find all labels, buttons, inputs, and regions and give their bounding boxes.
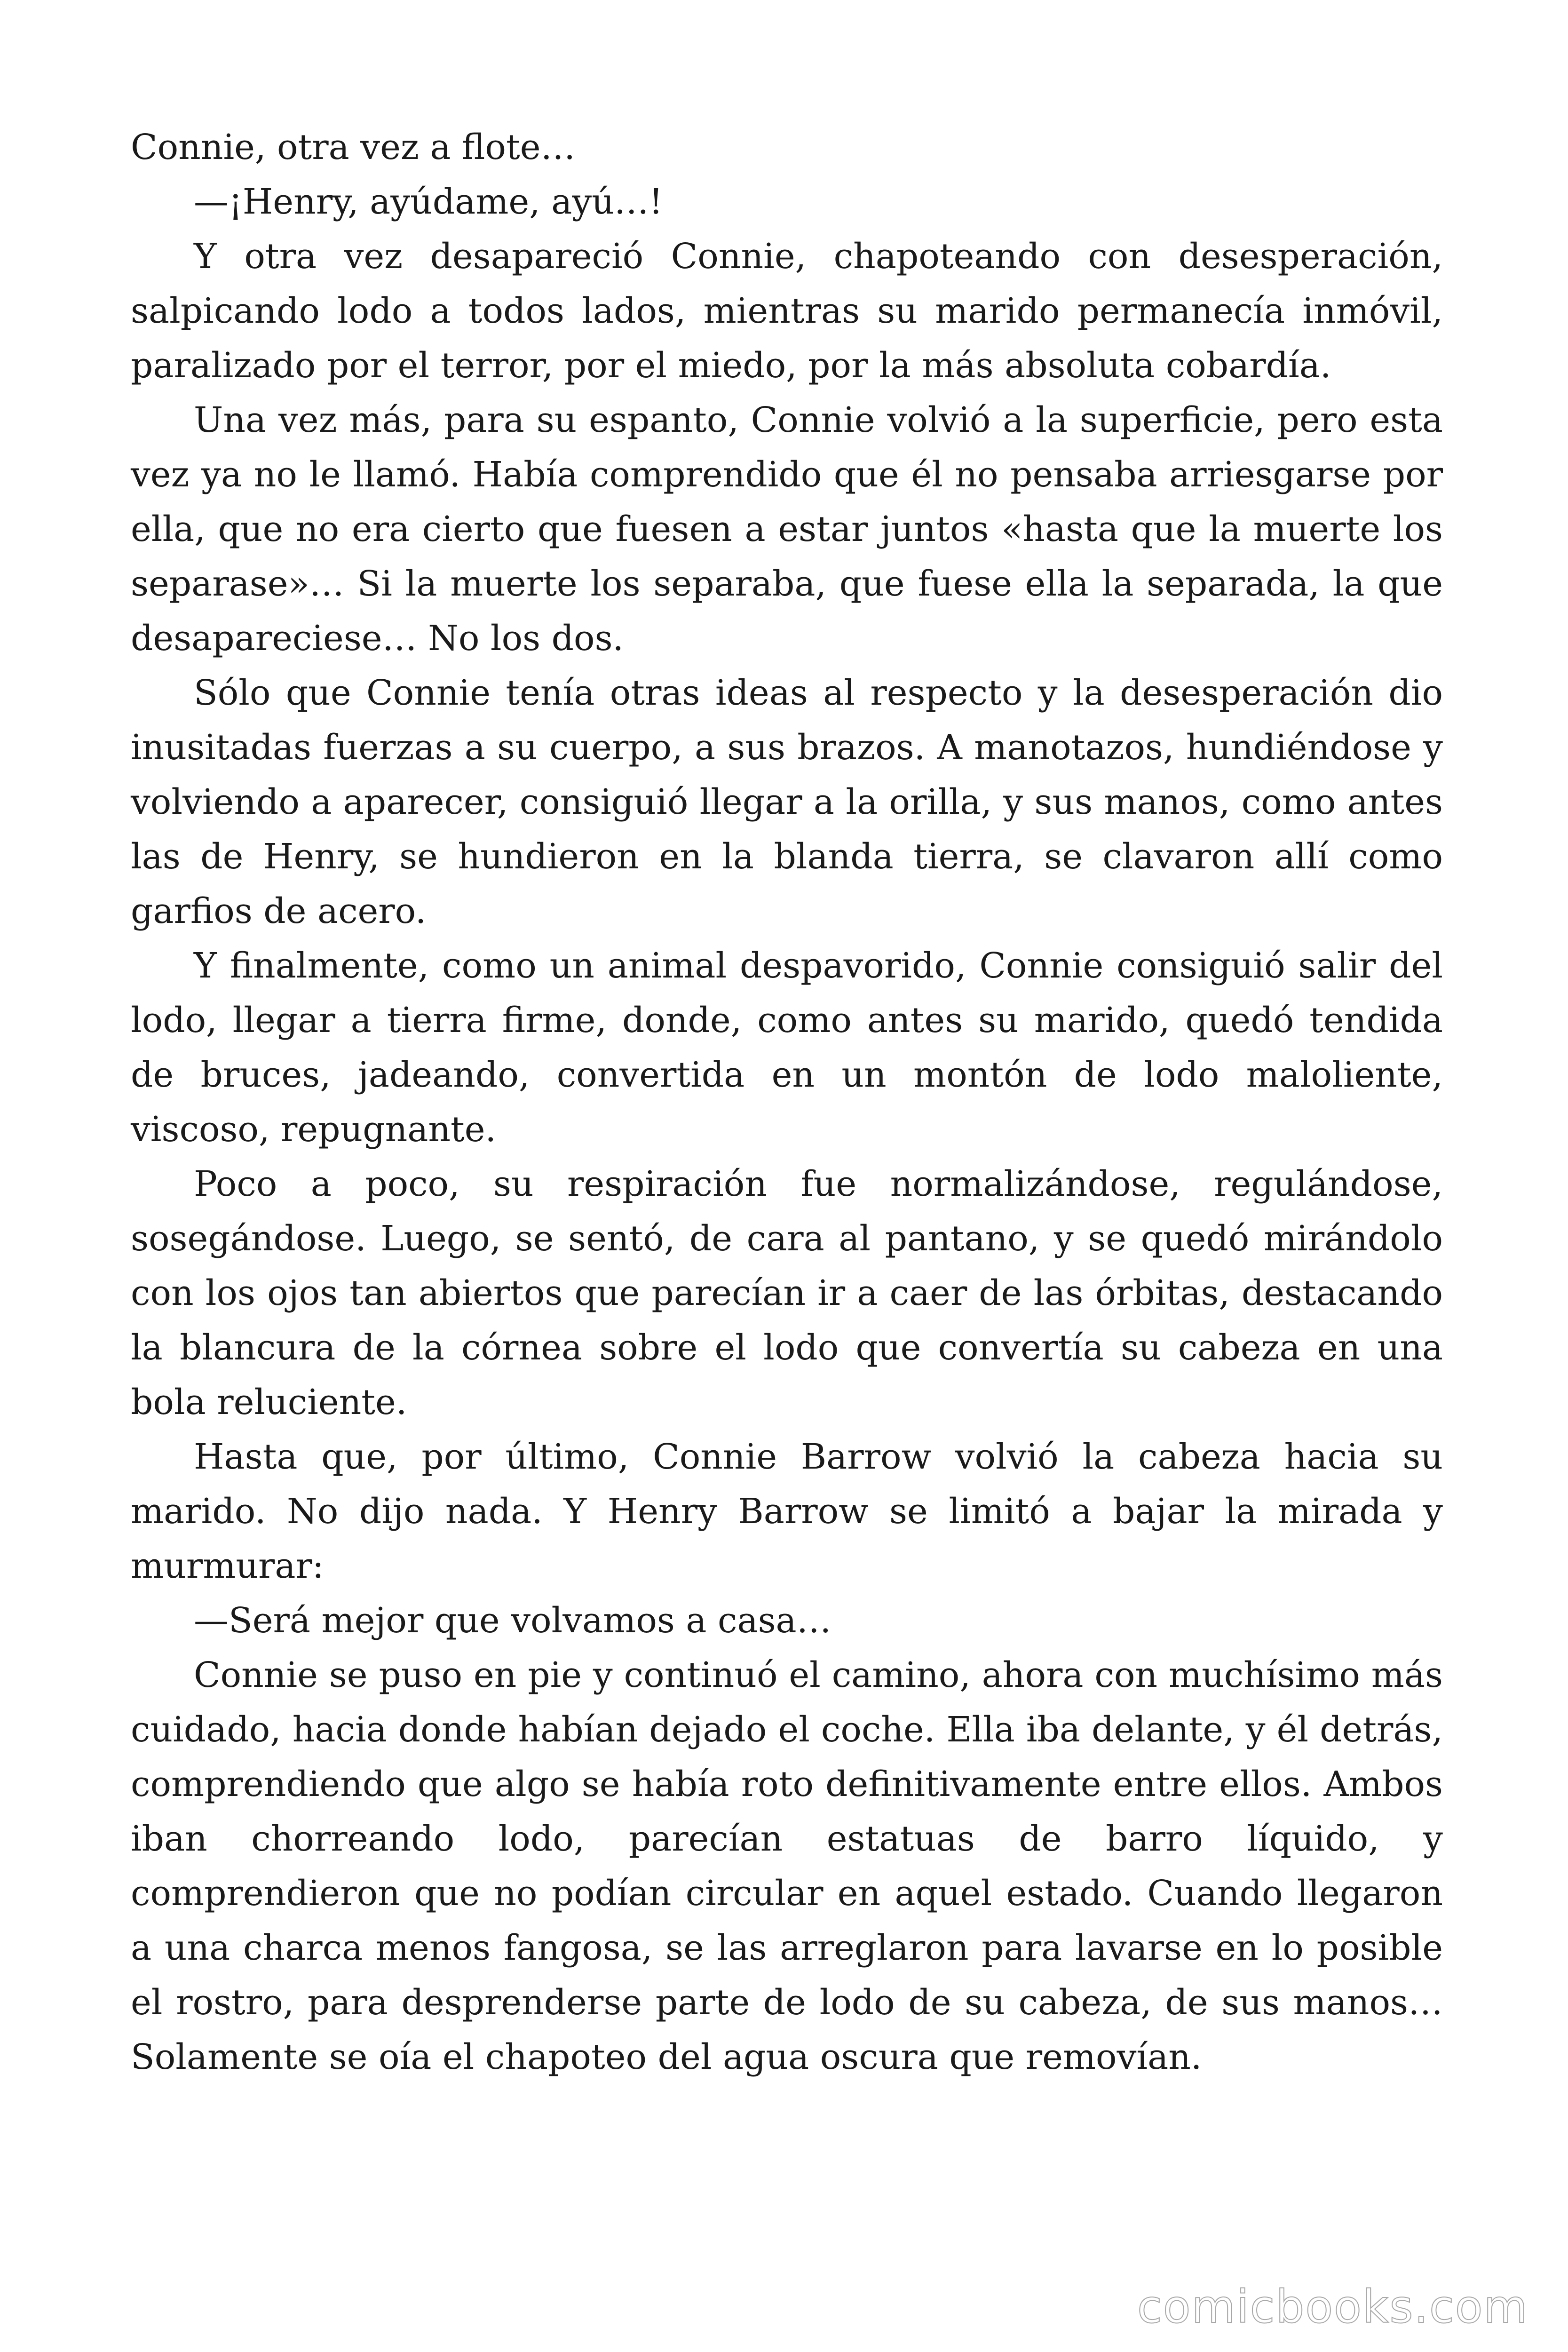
paragraph: Una vez más, para su espanto, Connie volvió a la superficie, pero esta vez ya no le llamó. Había comprendido que él no pensaba arriesgarse por ella, que no era cierto que fuesen a estar juntos «hasta que la muerte los separase»… Si la muerte los separaba, que fuese ella la separada, la que desapareciese… No los dos. xyxy=(131,400,1443,659)
body-text xyxy=(131,120,1443,2084)
paragraph: Poco a poco, su respiración fue normalizándose, regulándose, sosegándose. Luego, se sentó, de cara al pantano, y se quedó mirándolo con los ojos tan abiertos que parecían ir a caer de las órbitas, destacando la blancura de la córnea sobre el lodo que convertía su cabeza en una bola reluciente. xyxy=(131,1164,1443,1422)
paragraph: —Será mejor que volvamos a casa… xyxy=(194,1600,832,1641)
paragraph: Connie se puso en pie y continuó el camino, ahora con muchísimo más cuidado, hacia donde habían dejado el coche. Ella iba delante, y él detrás, comprendiendo que algo se había roto definitivamente entre ellos. Ambos iban chorreando lodo, parecían estatuas de barro líquido, y comprendieron que no podían circular en aquel estado. Cuando llegaron a una charca menos fangosa, se las arreglaron para lavarse en lo posible el rostro, para desprenderse parte de lodo de su cabeza, de sus manos… Solamente se oía el chapoteo del agua oscura que removían. xyxy=(131,1655,1443,2077)
paragraph: Hasta que, por último, Connie Barrow volvió la cabeza hacia su marido. No dijo nada. Y Henry Barrow se limitó a bajar la mirada y murmurar: xyxy=(131,1437,1443,1586)
paragraph: Y finalmente, como un animal despavorido, Connie consiguió salir del lodo, llegar a tierra firme, donde, como antes su marido, quedó tendida de bruces, jadeando, convertida en un montón de lodo maloliente, viscoso, repugnante. xyxy=(131,946,1443,1150)
paragraph: Y otra vez desapareció Connie, chapoteando con desesperación, salpicando lodo a todos lados, mientras su marido permanecía inmóvil, paralizado por el terror, por el miedo, por la más absoluta cobardía. xyxy=(131,236,1443,386)
paragraph: Connie, otra vez a flote… xyxy=(131,127,576,167)
watermark: comicbooks.com xyxy=(1137,2280,1528,2333)
paragraph: Sólo que Connie tenía otras ideas al respecto y la desesperación dio inusitadas fuerzas a su cuerpo, a sus brazos. A manotazos, hundiéndose y volviendo a aparecer, consiguió llegar a la orilla, y sus manos, como antes las de Henry, se hundieron en la blanda tierra, se clavaron allí como garfios de acero. xyxy=(131,673,1443,931)
paragraph: —¡Henry, ayúdame, ayú…! xyxy=(194,182,663,222)
